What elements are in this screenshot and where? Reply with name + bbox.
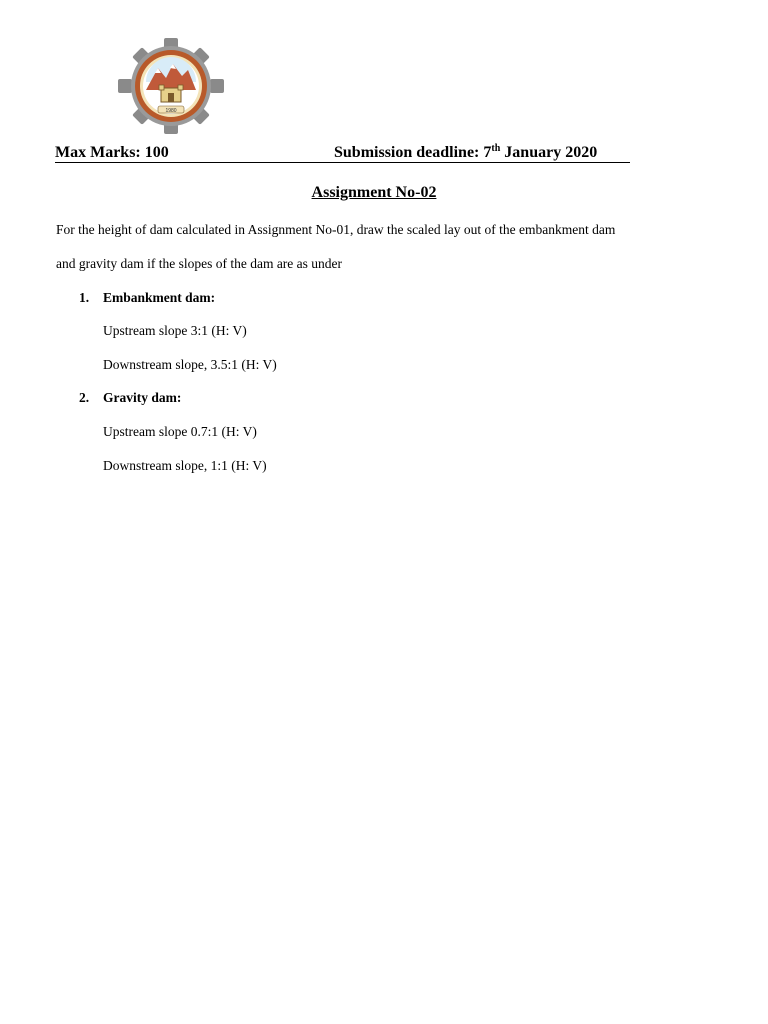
intro-line-2: and gravity dam if the slopes of the dam are as under <box>56 256 343 271</box>
submission-deadline <box>334 144 630 163</box>
university-logo <box>118 38 224 134</box>
assignment-title <box>0 184 768 202</box>
list-item-number: 1. <box>79 290 90 305</box>
list-item-title: Gravity dam: <box>103 390 182 405</box>
deadline-prefix: Submission deadline: 7 <box>334 144 492 161</box>
deadline-superscript: th <box>491 143 501 154</box>
list-item-detail: Upstream slope 0.7:1 (H: V) <box>103 424 257 439</box>
university-seal-logo-icon <box>118 38 224 134</box>
list-item-number: 2. <box>79 390 90 405</box>
list-item-detail: Downstream slope, 1:1 (H: V) <box>103 458 267 473</box>
list-item-detail: Downstream slope, 3.5:1 (H: V) <box>103 357 277 372</box>
list-item-title: Embankment dam: <box>103 290 216 305</box>
list-item-heading <box>79 390 181 406</box>
intro-line-1: For the height of dam calculated in Assignment No-01, draw the scaled lay out of the embankment dam <box>56 222 616 237</box>
svg-text:1980: 1980 <box>165 108 177 114</box>
max-marks: Max Marks: 100 <box>55 144 335 163</box>
list-item-detail: Upstream slope 3:1 (H: V) <box>103 323 247 338</box>
deadline-suffix: January 2020 <box>500 144 598 161</box>
header-line <box>55 144 635 166</box>
list-item-heading <box>79 290 215 306</box>
assignment-title-text: Assignment No-02 <box>311 184 437 201</box>
